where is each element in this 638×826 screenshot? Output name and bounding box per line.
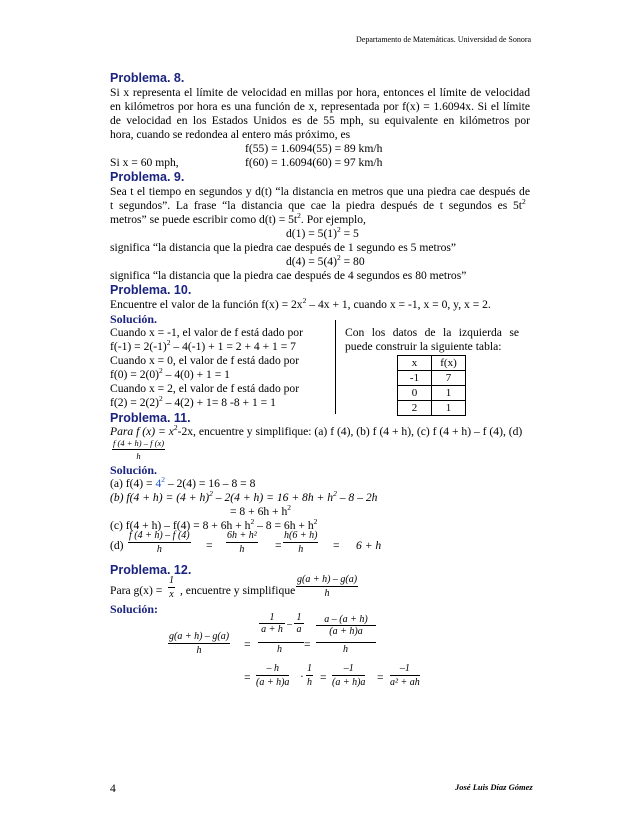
main-fraction-denominator: h (277, 644, 282, 655)
page-header: Departamento de Matemáticas. Universidad de Sonora (356, 35, 532, 44)
problem-8-equation-2: f(60) = 1.6094(60) = 97 km/h (245, 156, 383, 169)
problem-10-statement-b: – 4x + 1, cuando x = -1, x = 0, y, x = 2. (306, 298, 491, 311)
problem-10-eval-2-b: – 4(0) + 1 = 1 (162, 368, 230, 381)
problem-9-sentence-1: significa “la distancia que la piedra cae después de 1 segundo es 5 metros” (110, 241, 457, 254)
fraction-numerator: a – (a + h) (316, 614, 376, 626)
table-header-fx: f(x) (432, 356, 466, 371)
problem-10-eval-1-b: – 4(-1) + 1 = 2 + 4 + 1 = 7 (170, 340, 296, 353)
fraction-denominator: h (156, 544, 162, 555)
problem-11-part-b-result: = $8 + 6h + h^2$ (230, 503, 292, 518)
problem-10-title: Problema. 10. (110, 283, 192, 297)
part-b-c: – 8 – 2h (336, 491, 378, 504)
fraction-denominator: a² + ah (390, 677, 420, 688)
part-b-a: (b) f(4 + h) = (4 + h) (110, 491, 210, 504)
table-cell: -1 (398, 371, 432, 386)
problem-9-line-3: metros” se puede escribir como $d(t) = 5t^2$. Por ejemplo, (110, 211, 366, 226)
part-b-b: – 2(4 + h) = 16 + 8h + h (212, 491, 334, 504)
problem-11-part-c: (c) $f(4 + h) - f(4) = 8 + 6h + h^2 - 8 = 6h + h^2$ (110, 517, 318, 532)
fraction-numerator: g(a + h) – g(a) (297, 574, 358, 585)
multiplication-dot: · (300, 670, 304, 683)
problem-9-line-2: t segundos”. La frase “la distancia que cae la piedra después de t segundos es $5t^2$ (110, 197, 526, 212)
problem-10-case-2: Cuando x = 0, el valor de f está dado por (110, 354, 300, 367)
fraction-denominator: a (296, 624, 302, 635)
problem-9-eq1-lhs: d(1) = 5(1) (286, 227, 337, 240)
result-1-denominator: h (343, 644, 348, 655)
fraction-numerator: 1 (307, 663, 312, 674)
equals-sign: = (275, 539, 282, 552)
problem-8-title: Problema. 8. (110, 71, 185, 85)
table-cell: 1 (432, 401, 466, 416)
part-d-fraction-1 (128, 530, 191, 555)
result-2-fraction-3 (332, 663, 365, 688)
problem-9-eq1-rhs: = 5 (340, 227, 359, 240)
equals-sign: = (320, 671, 327, 684)
problem-11-statement: Para f $(x) = x^2-2x$, encuentre y simplifique: (a) f (4), (b) f (4 + h), (c) f (4 + h) – f (4), (d) (110, 423, 523, 438)
problem-9-eq2-lhs: d(4) = 5(4) (286, 255, 337, 268)
fraction-numerator: f (4 + h) – f (x) (113, 438, 165, 448)
problem-11-statement-b: -2x, encuentre y simplifique: (a) f (4), (b) f (4 + h), (c) f (4 + h) – f (4), (d) (177, 425, 523, 438)
problem-10-right-line-2: puede construir la siguiente tabla: (345, 340, 502, 353)
column-divider (335, 320, 336, 414)
problem-11-part-a: (a) $f(4) = 4^2 - 2(4) = 16 - 8 = 8$ (110, 475, 256, 490)
table-header-x: x (398, 356, 432, 371)
problem-9-sentence-2: significa “la distancia que la piedra cae después de 4 segundos es 80 metros” (110, 269, 467, 282)
fraction-denominator: x (169, 589, 174, 600)
part-d-fraction-3 (283, 530, 318, 555)
problem-11-title: Problema. 11. (110, 411, 191, 425)
problem-8-equation-1: f(55) = 1.6094(55) = 89 km/h (245, 142, 383, 155)
table-row (398, 401, 466, 416)
problem-10-eval-3-b: – 4(2) + 1= 8 -8 + 1 = 1 (162, 396, 276, 409)
part-d-fraction-2 (226, 530, 258, 555)
problem-10-right-line-1: Con los datos de la izquierda se (345, 326, 519, 339)
problem-12-g-fraction (168, 575, 175, 600)
part-a-rhs: – 2(4) = 16 – 8 = 8 (165, 477, 256, 490)
problem-10-eval-2-a: f(0) = 2(0) (110, 368, 160, 381)
problem-12-solution-label: Solución: (110, 602, 159, 616)
fraction-numerator: f (4 + h) – f (4) (129, 530, 190, 541)
fraction-middle: (a + h)a (329, 626, 363, 637)
fraction-denominator: h (239, 544, 245, 555)
problem-10-statement: Encuentre el valor de la función $f(x) = 2x^2 - 4x + 1$, cuando x = -1, x = 0, y, x = 2. (110, 296, 491, 311)
fraction-numerator: 6h + h² (227, 530, 257, 541)
problem-11-difference-quotient (112, 438, 165, 461)
problem-11-solution-label: Solución. (110, 463, 158, 477)
part-c-b: – 8 = 6h + h (254, 519, 314, 532)
fraction-denominator: h (298, 544, 304, 555)
problem-12-difference-quotient (296, 574, 358, 599)
problem-10-eval-3: $f(2) = 2(2)^2 - 4(2) + 1= 8$ -8 + 1 = 1 (110, 394, 276, 409)
minus-sign: – (287, 619, 292, 630)
problem-9-eq2-rhs: = 80 (340, 255, 365, 268)
problem-12-statement-a: Para g(x) = (110, 584, 163, 597)
result-2-fraction-1 (256, 663, 289, 688)
part-b-result-text: = 8 + 6h + h (230, 505, 288, 518)
equals-sign: = (206, 539, 213, 552)
table-cell: 7 (432, 371, 466, 386)
fraction-denominator: h (324, 588, 330, 599)
fraction-numerator: 1 (294, 612, 304, 624)
page-number: 4 (110, 782, 116, 795)
problem-10-case-1: Cuando x = -1, el valor de f está dado por (110, 326, 303, 339)
problem-8-equation-2-label: Si x = 60 mph, (110, 156, 179, 169)
problem-9-line-2-text: t segundos”. La frase “la distancia que cae la piedra después de t segundos es 5t (110, 199, 522, 212)
problem-11-statement-a: Para f (x) = x (110, 425, 174, 438)
problem-8-line-3: de velocidad en los Estados Unidos es de 55 mph, su equivalente en kilómetros por (110, 114, 530, 127)
part-a-lhs: (a) f(4) = (110, 477, 156, 490)
fraction-numerator: h(6 + h) (284, 530, 318, 541)
problem-10-case-3: Cuando x = 2, el valor de f está dado por (110, 382, 300, 395)
fraction-numerator: 1 (169, 575, 174, 586)
fraction-denominator: (a + h)a (332, 677, 366, 688)
equals-sign: = (333, 539, 340, 552)
main-fraction-bar (258, 642, 304, 643)
table-cell: 2 (398, 401, 432, 416)
fraction-numerator: –1 (332, 663, 365, 676)
fraction-numerator: –1 (390, 663, 420, 676)
problem-10-solution-label: Solución. (110, 312, 158, 326)
fraction-denominator: a + h (261, 624, 283, 635)
problem-9-line-1: Sea t el tiempo en segundos y d(t) “la distancia en metros que una piedra cae después de (110, 185, 530, 198)
problem-10-eval-1: $f(-1) = 2(-1)^2 - 4(-1) + 1 = 2 + 4 + 1 = 7$ (110, 338, 296, 353)
table-cell: 0 (398, 386, 432, 401)
fraction-numerator: 1 (259, 612, 285, 624)
table-cell: 1 (432, 386, 466, 401)
problem-10-statement-a: Encuentre el valor de la función f(x) = 2x (110, 298, 303, 311)
problem-9-equation-1: $d(1) = 5(1)^2 = 5$ (286, 225, 359, 240)
problem-8-line-1: Si x representa el límite de velocidad en millas por hora, entonces el límite de velocidad (110, 86, 530, 99)
author-name: José Luis Díaz Gómez (455, 782, 533, 792)
fraction-numerator: – h (256, 663, 289, 676)
problem-9-title: Problema. 9. (110, 170, 185, 184)
problem-12-statement-b: , encuentre y simplifique (180, 584, 296, 597)
fraction-numerator: g(a + h) – g(a) (169, 631, 230, 642)
fraction-denominator: h (136, 451, 141, 461)
result-1-fraction-bar (316, 642, 376, 643)
fraction-denominator: (a + h)a (256, 677, 290, 688)
problem-11-part-b: (b) $f(4 + h) = (4 + h)^2 - 2(4 + h) = 16 + 8h + h^2 - 8 - 2h$ (110, 489, 378, 504)
problem-10-eval-3-a: f(2) = 2(2) (110, 396, 160, 409)
equals-sign: = (304, 638, 311, 651)
problem-11-part-d-label: (d) (110, 539, 124, 552)
table-row (398, 386, 466, 401)
equals-sign: = (244, 671, 251, 684)
function-table (397, 355, 466, 416)
problem-8-line-4: hora, cuando se redondea al entero más próximo, es (110, 128, 351, 141)
compound-fraction-top (259, 612, 304, 635)
result-2-fraction-2 (306, 663, 313, 688)
part-c-a: (c) f(4 + h) – f(4) = 8 + 6h + h (110, 519, 251, 532)
problem-9-line-3-tail: . Por ejemplo, (300, 213, 366, 226)
equals-sign: = (377, 671, 384, 684)
part-a-highlight: 4 (155, 477, 162, 490)
table-header-row (398, 356, 466, 371)
result-2-fraction-4 (390, 663, 420, 688)
problem-12-title: Problema. 12. (110, 563, 192, 577)
fraction-denominator: h (196, 645, 202, 656)
result-1-top (316, 614, 376, 637)
problem-10-eval-1-a: f(-1) = 2(-1) (110, 340, 167, 353)
problem-10-eval-2: $f(0) = 2(0)^2 - 4(0) + 1 = 1$ (110, 366, 230, 381)
problem-9-line-3-text: metros” se puede escribir como d(t) = 5t (110, 213, 298, 226)
fraction-denominator: h (307, 677, 312, 688)
problem-8-line-2: en kilómetros por hora es una función de x, representada por f(x) = 1.6094x. Si el límite (110, 100, 530, 113)
part-d-result: 6 + h (356, 539, 382, 552)
table-row (398, 371, 466, 386)
equals-sign: = (244, 638, 251, 651)
problem-9-equation-2: $d(4) = 5(4)^2 = 80$ (286, 253, 365, 268)
derivation-lhs (168, 631, 230, 656)
